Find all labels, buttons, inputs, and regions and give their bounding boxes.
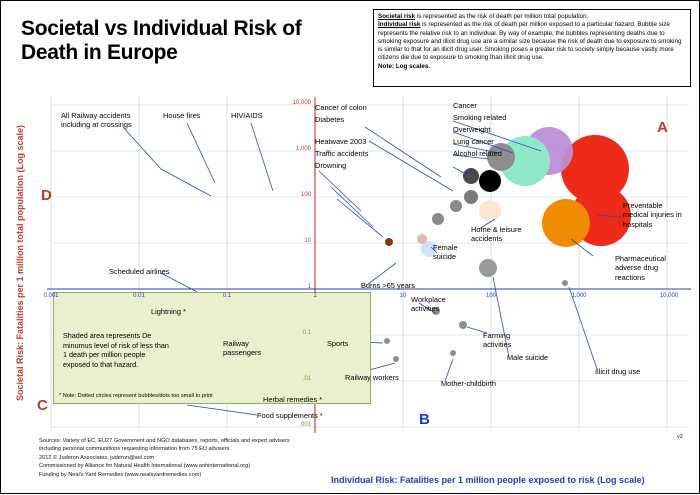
- footer-line-1: Sources: Variety of EC, EU27 Government and NGO databases, reports, officials and expert advisers: [39, 438, 290, 444]
- page-title: Societal vs Individual Risk of Death in Europe: [21, 17, 302, 65]
- label-home-leisure-accidents: Home & leisure accidents: [471, 225, 522, 244]
- note-line1-bold: Societal risk: [378, 13, 416, 20]
- y-axis-label: Societal Risk: Fatalities per 1 million total population (Log scale): [15, 124, 25, 401]
- quadrant-label-a: A: [657, 119, 668, 136]
- label-female-suicide: Female suicide: [433, 243, 458, 262]
- label-heatwave-2003: Heatwave 2003: [315, 137, 367, 146]
- x-axis-label: Individual Risk: Fatalities per 1 million people exposed to risk (Log scale): [331, 475, 645, 485]
- y-tick-0.01: .01: [302, 376, 311, 382]
- label-traffic-accidents: Traffic accidents: [315, 149, 369, 158]
- label-cancer: Cancer: [453, 101, 477, 110]
- label-preventable-medical-injuries: Preventable medical injuries in hospitals: [623, 201, 682, 229]
- bubble-farming-activities: [459, 321, 467, 329]
- label-railway-accidents: All Railway accidents including at crossings: [61, 111, 132, 130]
- x-tick-10000: 10,000: [659, 293, 679, 299]
- shaded-area-text: Shaded area represents De minumus level of risk of less than 1 death per million people exposed to that hazard.: [63, 331, 169, 370]
- bubble-illicit-drug-use: [562, 280, 568, 286]
- x-tick-0.001: 0.001: [43, 293, 59, 299]
- bubble-sports: [384, 338, 390, 344]
- label-lightning: Lightning *: [151, 307, 186, 316]
- x-tick-1: 1: [313, 293, 317, 299]
- bubble-mother-childbirth: [450, 350, 456, 356]
- x-tick-0.01: 0.01: [133, 293, 145, 299]
- bubble-pharmaceutical-adr: [542, 199, 590, 247]
- bubble-traffic-accidents: [450, 200, 462, 212]
- label-overweight: Overweight: [453, 125, 491, 134]
- note-line2: is represented as the risk of death per million exposed to a particular hazard. Bubble size represents the relative risk to an individual. By way of example, the bubbles representing deaths due to smoking exposure and illicit drug use are a similar size because the risk of death due to exposure to smoking is similar to that for an illicit drug user. Smoking poses a greater risk to society simply because vastly more citizens die due to exposure to smoking than illicit drug use.: [378, 21, 682, 62]
- bubble-diabetes: [463, 168, 479, 184]
- label-diabetes: Diabetes: [315, 115, 345, 124]
- label-food-supplements: Food supplements *: [257, 411, 323, 420]
- x-tick-1000: 1,000: [571, 293, 587, 299]
- footer-version: v2: [677, 434, 683, 440]
- shaded-area-footnote: * Note: Dotted circles represent bubbles/dots too small to print: [59, 393, 213, 399]
- label-farming-activities: Farming activities: [483, 331, 512, 350]
- bubble-cancer-of-colon: [479, 170, 501, 192]
- label-mother-childbirth: Mother-childbirth: [441, 379, 497, 388]
- quadrant-label-d: D: [41, 187, 52, 204]
- label-illicit-drug-use: Illicit drug use: [595, 367, 641, 376]
- chart-canvas: [1, 1, 700, 495]
- footer-line-2: including personal communitions requesting information from 75 EU advisers.: [39, 446, 231, 453]
- bubble-drowning: [432, 213, 444, 225]
- bubble-male-suicide: [479, 259, 497, 277]
- y-tick-10: 10: [304, 238, 311, 244]
- label-burns-over-65: Burns >65 years: [361, 281, 416, 290]
- label-lung-cancer: Lung cancer: [453, 137, 494, 146]
- footer-line-5: Funding by Neal's Yard Remedies (www.nealsyardremedies.com): [39, 471, 202, 478]
- y-tick-0.1: 0.1: [302, 330, 311, 336]
- label-smoking-related: Smoking related: [453, 113, 507, 122]
- x-tick-0.1: 0.1: [222, 293, 232, 299]
- note-line1: is represented as the risk of death per million total population.: [415, 13, 589, 20]
- footer-line-3: 2012 © Juderon Associates, juderon@aol.com: [39, 454, 155, 461]
- footer-line-4: Commissioned by Alliance for Natural Health International (www.anhinternational.org): [39, 463, 251, 470]
- y-tick-0.001: .001: [299, 422, 311, 428]
- quadrant-label-b: B: [419, 411, 430, 428]
- note-line3: Note: Log scales.: [378, 62, 431, 70]
- y-tick-10000: 10,000: [292, 100, 311, 106]
- note-line2-bold: Individual risk: [378, 21, 421, 29]
- y-tick-1: 1: [307, 284, 311, 290]
- label-cancer-of-colon: Cancer of colon: [315, 103, 367, 112]
- label-scheduled-airlines: Scheduled airlines: [109, 267, 170, 276]
- label-male-suicide: Male suicide: [507, 353, 549, 362]
- label-workplace-activities: Workplace activities: [411, 295, 446, 314]
- footer-sources: [39, 437, 499, 479]
- y-tick-100: 100: [300, 192, 311, 198]
- bubble-railway-workers: [393, 356, 399, 362]
- label-herbal-remedies: Herbal remedies *: [263, 395, 323, 404]
- bubble-unlabeled-brown: [385, 238, 393, 246]
- label-alcohol-related: Alcohol related: [453, 149, 502, 158]
- label-railway-passengers: Railway passengers: [223, 339, 262, 358]
- x-tick-100: 100: [485, 293, 496, 299]
- bubble-burns-over-65: [417, 234, 427, 244]
- label-drowning: Drowning: [315, 161, 347, 170]
- label-sports: Sports: [327, 339, 349, 348]
- quadrant-label-c: C: [37, 397, 48, 414]
- bubble-home-leisure-accidents: [479, 200, 501, 222]
- y-tick-1000: 1,000: [295, 146, 311, 152]
- label-hiv-aids: HIV/AIDS: [231, 111, 263, 120]
- label-house-fires: House fires: [163, 111, 201, 120]
- label-pharmaceutical-adr: Pharmaceutical adverse drug reactions: [615, 254, 666, 282]
- label-railway-workers: Railway workers: [345, 373, 399, 382]
- x-tick-10: 10: [399, 293, 407, 299]
- bubble-heatwave-2003: [464, 190, 478, 204]
